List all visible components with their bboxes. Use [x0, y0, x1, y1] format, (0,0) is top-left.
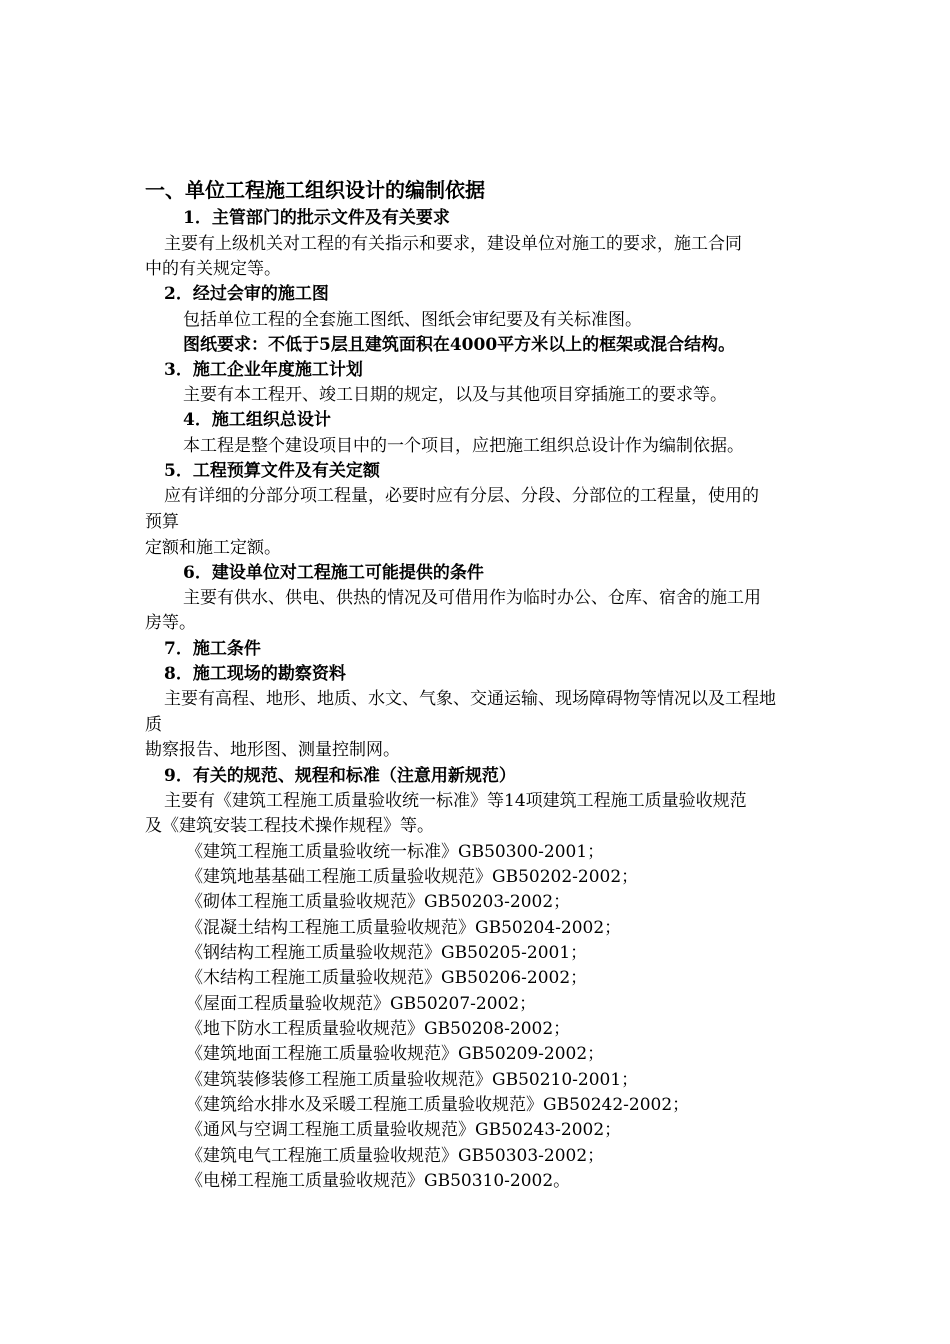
standard-list-item: 《木结构工程施工质量验收规范》GB50206-2002； [186, 968, 588, 988]
heading-2: 2．经过会审的施工图 [164, 284, 329, 304]
heading-5: 5．工程预算文件及有关定额 [164, 461, 380, 481]
paragraph-9-line-1: 主要有《建筑工程施工质量验收统一标准》等14项建筑工程施工质量验收规范 [164, 791, 747, 811]
standard-list-item: 《建筑给水排水及采暖工程施工质量验收规范》GB50242-2002； [186, 1095, 690, 1115]
paragraph-9-line-2: 及《建筑安装工程技术操作规程》等。 [145, 816, 434, 836]
standard-list-item: 《地下防水工程质量验收规范》GB50208-2002； [186, 1019, 571, 1039]
heading-3: 3．施工企业年度施工计划 [164, 360, 363, 380]
heading-6: 6．建设单位对工程施工可能提供的条件 [183, 563, 484, 583]
standard-list-item: 《钢结构工程施工质量验收规范》GB50205-2001； [186, 943, 588, 963]
standard-list-item: 《混凝土结构工程施工质量验收规范》GB50204-2002； [186, 918, 622, 938]
heading-9: 9．有关的规范、规程和标准（注意用新规范） [164, 766, 516, 786]
standard-list-item: 《建筑地基基础工程施工质量验收规范》GB50202-2002； [186, 867, 639, 887]
standard-list-item: 《砌体工程施工质量验收规范》GB50203-2002； [186, 892, 571, 912]
paragraph-8-line-2: 质 [145, 715, 162, 735]
paragraph-1-line-1: 主要有上级机关对工程的有关指示和要求，建设单位对施工的要求，施工合同 [164, 234, 742, 254]
paragraph-2-line-1: 包括单位工程的全套施工图纸、图纸会审纪要及有关标准图。 [183, 310, 642, 330]
paragraph-5-line-3: 定额和施工定额。 [145, 538, 281, 558]
paragraph-5-line-1: 应有详细的分部分项工程量，必要时应有分层、分段、分部位的工程量，使用的 [164, 486, 759, 506]
standard-list-item: 《通风与空调工程施工质量验收规范》GB50243-2002； [186, 1120, 622, 1140]
drawing-requirement: 图纸要求：不低于5层且建筑面积在4000平方米以上的框架或混合结构。 [183, 335, 736, 355]
paragraph-6-line-2: 房等。 [145, 613, 196, 633]
paragraph-6-line-1: 主要有供水、供电、供热的情况及可借用作为临时办公、仓库、宿舍的施工用 [183, 588, 761, 608]
standard-list-item: 《建筑电气工程施工质量验收规范》GB50303-2002； [186, 1146, 605, 1166]
standard-list-item: 《屋面工程质量验收规范》GB50207-2002； [186, 994, 537, 1014]
paragraph-5-line-2: 预算 [145, 512, 179, 532]
paragraph-4-line-1: 本工程是整个建设项目中的一个项目，应把施工组织总设计作为编制依据。 [183, 436, 744, 456]
section-title: 一、单位工程施工组织设计的编制依据 [145, 178, 485, 202]
paragraph-1-line-2: 中的有关规定等。 [145, 259, 281, 279]
standard-list-item: 《建筑地面工程施工质量验收规范》GB50209-2002； [186, 1044, 605, 1064]
standard-list-item: 《建筑工程施工质量验收统一标准》GB50300-2001； [186, 842, 605, 862]
heading-1: 1．主管部门的批示文件及有关要求 [183, 208, 450, 228]
heading-4: 4．施工组织总设计 [183, 410, 331, 430]
standard-list-item: 《电梯工程施工质量验收规范》GB50310-2002。 [186, 1171, 571, 1191]
standard-list-item: 《建筑装修装修工程施工质量验收规范》GB50210-2001； [186, 1070, 639, 1090]
paragraph-8-line-1: 主要有高程、地形、地质、水文、气象、交通运输、现场障碍物等情况以及工程地 [164, 689, 776, 709]
heading-8: 8．施工现场的勘察资料 [164, 664, 346, 684]
paragraph-8-line-3: 勘察报告、地形图、测量控制网。 [145, 740, 400, 760]
heading-7: 7．施工条件 [164, 639, 261, 659]
paragraph-3-line-1: 主要有本工程开、竣工日期的规定，以及与其他项目穿插施工的要求等。 [183, 385, 727, 405]
